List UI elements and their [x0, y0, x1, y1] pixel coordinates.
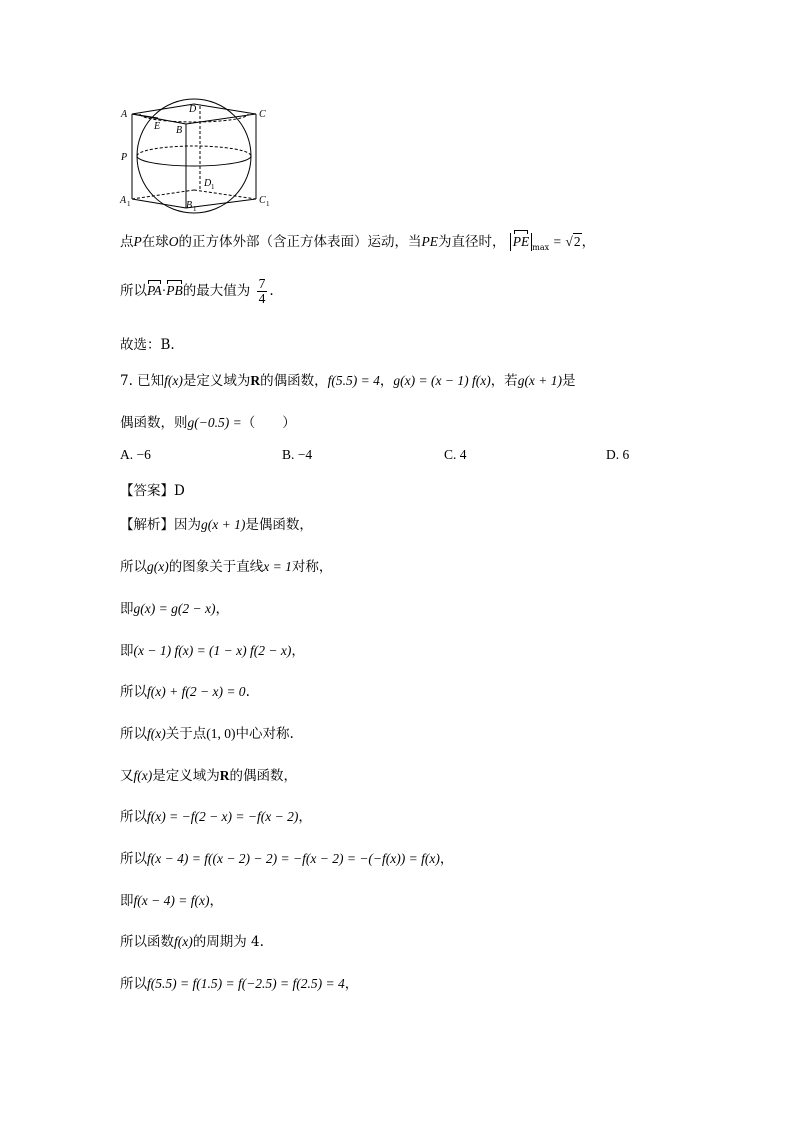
text: 的周期为 4.: [192, 934, 264, 950]
choice-statement: 故选：B.: [120, 337, 175, 353]
text: 的偶函数，: [229, 768, 297, 784]
cube-bottom-back-right: [194, 190, 256, 199]
math-R: R: [219, 768, 230, 783]
label-A1-sub: 1: [127, 200, 131, 208]
math: f(x): [133, 768, 153, 783]
abs-vector-PE: [510, 233, 533, 251]
question-7-line-1: [120, 369, 576, 389]
solution-line-11: [120, 930, 264, 950]
math: f(x): [147, 726, 166, 741]
label-A1: A: [120, 195, 127, 206]
text: 所以: [120, 726, 147, 742]
text: .: [245, 684, 250, 700]
text: 是定义域为: [152, 768, 220, 784]
text: 是: [562, 373, 576, 389]
math: g(x): [147, 559, 169, 574]
radicand: 2: [573, 234, 581, 249]
solution-line-4: [120, 639, 305, 659]
text: ，: [581, 234, 596, 250]
math: g(x + 1): [201, 517, 246, 532]
math: g(x) = g(2 − x): [133, 601, 216, 616]
option-c: C. 4: [444, 447, 467, 462]
text: ，: [209, 893, 223, 909]
text-line-3: [120, 333, 175, 353]
numerator: 7: [258, 276, 266, 291]
option-b: B. −4: [282, 447, 313, 462]
text: ，: [344, 976, 359, 992]
vector-PE: PE: [512, 234, 530, 249]
label-C1-sub: 1: [266, 200, 270, 208]
solution-line-2: [120, 555, 332, 575]
text: 的最大值为: [182, 283, 251, 299]
option-a: A. −6: [120, 447, 151, 462]
label-B: B: [176, 125, 183, 136]
label-D1-sub: 1: [211, 183, 215, 191]
math: x = 1: [263, 559, 292, 574]
math-R: R: [250, 373, 261, 388]
text: ，: [439, 851, 454, 867]
text: 关于点: [165, 726, 207, 742]
question-7-line-2: [120, 411, 296, 431]
math: f(x − 4) = f((x − 2) − 2) = −f(x − 2) = −(−f(x)) = f(x): [147, 851, 440, 866]
equator-back: [137, 146, 251, 156]
math: f(x − 4) = f(x): [133, 893, 210, 908]
math-P: P: [133, 234, 142, 249]
solution-line-6: [120, 722, 294, 742]
label-B1-sub: 1: [193, 205, 197, 213]
fraction-7-4: [257, 277, 268, 306]
solution-line-8: [120, 805, 312, 825]
text: 又: [120, 768, 134, 784]
text: 所以: [120, 851, 147, 867]
subscript-max: max: [532, 243, 550, 252]
math: f(5.5) = 4: [327, 373, 380, 388]
text: ，若: [490, 373, 518, 389]
text: 对称，: [291, 559, 333, 575]
text: （ ）: [241, 415, 296, 431]
text: 为直径时，: [438, 234, 506, 250]
text: 是偶函数，: [245, 517, 313, 533]
text: 的正方体外部（含正方体表面）运动，当: [178, 234, 422, 250]
text: 7. 已知: [120, 373, 165, 389]
text: 所以函数: [120, 934, 174, 950]
text: 所以: [120, 684, 147, 700]
text: 中心对称.: [235, 726, 294, 742]
equator-front: [137, 156, 251, 166]
solution-line-12: [120, 972, 358, 992]
text-line-1: [120, 230, 595, 252]
math: g(−0.5) =: [187, 415, 242, 430]
math: f(x): [164, 373, 183, 388]
answer-line: [120, 479, 185, 499]
text: 即: [120, 601, 134, 617]
text: 的图象关于直线: [168, 559, 264, 575]
sqrt-2: √2: [565, 234, 581, 249]
vector-PA: PA: [147, 283, 162, 298]
text: ，: [379, 373, 394, 389]
text: 偶函数，则: [120, 415, 188, 431]
text-line-2: [120, 277, 274, 306]
text: 所以: [120, 976, 147, 992]
text: 即: [120, 893, 134, 909]
label-P: P: [121, 152, 128, 163]
math: f(x) = −f(2 − x) = −f(x − 2): [147, 809, 299, 824]
vector-PB: PB: [166, 283, 183, 298]
label-B1: B: [186, 200, 193, 211]
cube-bottom-back-left: [132, 190, 194, 199]
solution-line-5: [120, 680, 250, 700]
math: f(x) + f(2 − x) = 0: [147, 684, 246, 699]
label-D: D: [189, 104, 197, 115]
math-point: (1, 0): [206, 726, 236, 741]
equals-sign: =: [553, 234, 562, 249]
cube-sphere-figure: [118, 96, 278, 214]
math-PE: PE: [421, 234, 438, 249]
answer: 【答案】D: [120, 483, 185, 499]
label-C1: C: [259, 195, 266, 206]
text: ，: [215, 601, 229, 617]
text: 点: [120, 234, 134, 250]
label-A: A: [121, 109, 128, 120]
text: ，: [298, 809, 312, 825]
text: 所以: [120, 283, 147, 299]
label-E: E: [154, 121, 161, 132]
solution-line-9: [120, 847, 453, 867]
text: 在球: [141, 234, 169, 250]
math: g(x + 1): [517, 373, 563, 388]
text: 是定义域为: [182, 373, 251, 389]
solution-line-3: [120, 597, 229, 617]
text: 所以: [120, 559, 147, 575]
solution-line-1: [120, 513, 313, 533]
math-O: O: [168, 234, 179, 249]
text: 【解析】因为: [120, 517, 201, 533]
math: f(x): [174, 934, 193, 949]
cube-bottom-front-left: [132, 199, 186, 208]
text: 的偶函数，: [260, 373, 328, 389]
text: ，: [291, 643, 305, 659]
label-C: C: [259, 109, 266, 120]
label-D1: D: [204, 178, 212, 189]
solution-line-10: [120, 889, 223, 909]
denominator: 4: [258, 291, 266, 306]
math: g(x) = (x − 1) f(x): [393, 373, 491, 388]
text: 即: [120, 643, 134, 659]
text: .: [269, 283, 274, 299]
solution-line-7: [120, 764, 297, 784]
text: 所以: [120, 809, 147, 825]
dot-operator: ·: [161, 283, 167, 298]
math: f(5.5) = f(1.5) = f(−2.5) = f(2.5) = 4: [147, 976, 345, 991]
math: (x − 1) f(x) = (1 − x) f(2 − x): [133, 643, 292, 658]
option-d: D. 6: [606, 447, 630, 462]
